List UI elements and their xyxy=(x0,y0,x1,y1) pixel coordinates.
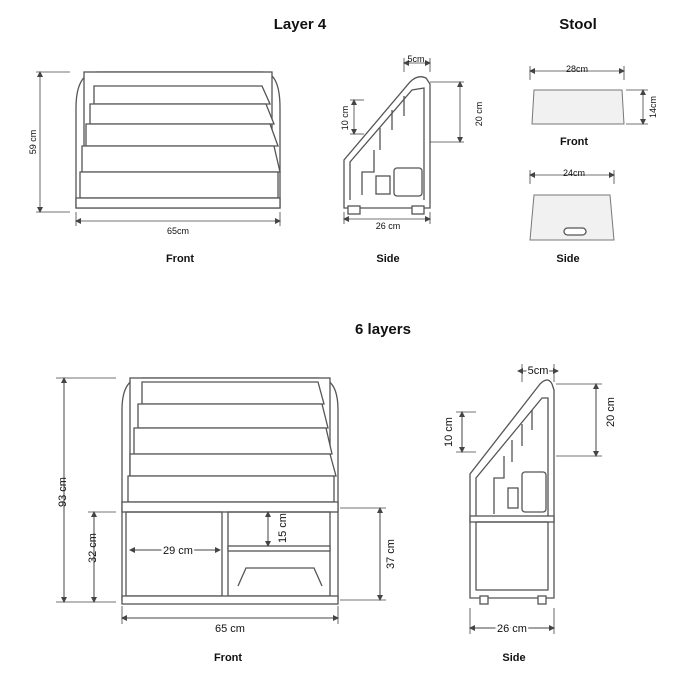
layer4-width-label: 65cm xyxy=(166,226,190,236)
layer4-side-height-label: 20 cm xyxy=(474,101,484,127)
layer4-title: Layer 4 xyxy=(273,16,327,33)
layers6-lower-height-label: 32 cm xyxy=(87,533,99,563)
stool-title: Stool xyxy=(559,16,597,33)
layers6-lower-right-label: 37 cm xyxy=(385,539,397,569)
layers6-side-depth-label: 26 cm xyxy=(497,623,527,635)
layer4-height-label: 59 cm xyxy=(28,129,38,155)
stool-front-height-label: 14cm xyxy=(648,95,658,119)
layer4-front-caption: Front xyxy=(165,253,195,265)
layer4-side-caption: Side xyxy=(376,253,400,265)
layers6-side-drawing xyxy=(443,364,617,664)
layers6-side-top-label: 5cm xyxy=(527,365,549,377)
layers6-width-label: 65 cm xyxy=(215,623,245,635)
stool-front-drawing xyxy=(530,64,658,148)
layers6-compartment-width-label: 29 cm xyxy=(163,545,193,557)
layer4-front-drawing xyxy=(28,72,280,265)
layer4-side-depth-label: 26 cm xyxy=(375,221,401,231)
stool-side-drawing xyxy=(530,168,614,265)
layers6-inner-shelf-label: 15 cm xyxy=(277,513,289,543)
stool-front-caption: Front xyxy=(559,136,589,148)
layers6-title: 6 layers xyxy=(355,321,411,338)
layer4-side-top-label: 5cm xyxy=(407,54,425,64)
layer4-side-drawing xyxy=(340,54,484,265)
layer4-side-shelf-label: 10 cm xyxy=(340,105,350,131)
layers6-height-label: 93 cm xyxy=(57,477,69,507)
layers6-side-shelf-label: 10 cm xyxy=(443,417,455,447)
layers6-side-caption: Side xyxy=(502,652,526,664)
layers6-side-height-label: 20 cm xyxy=(605,397,617,427)
stool-side-width-label: 24cm xyxy=(562,168,586,178)
stool-front-width-label: 28cm xyxy=(565,64,589,74)
stool-side-caption: Side xyxy=(556,253,580,265)
layers6-front-drawing xyxy=(56,378,397,664)
layers6-front-caption: Front xyxy=(213,652,243,664)
